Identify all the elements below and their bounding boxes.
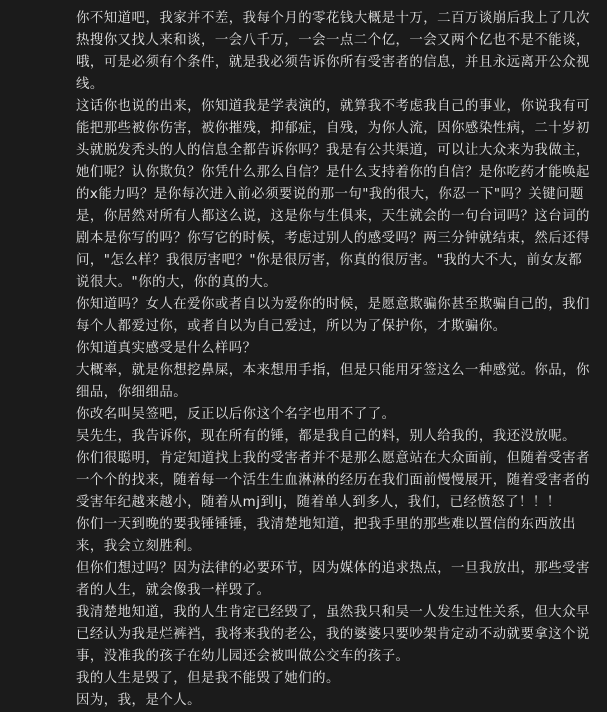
paragraph: 但你们想过吗？因为法律的必要环节，因为媒体的追求热点，一旦我放出，那些受害者的人生，就会像我一样毁了。 [76, 561, 590, 598]
paragraph: 因为，我，是个人。 [76, 693, 202, 708]
paragraph: 吴先生，我告诉你，现在所有的锤，都是我自己的料，别人给我的，我还没放呢。 [76, 429, 577, 444]
paragraph: 你们很聪明，肯定知道找上我的受害者并不是那么愿意站在大众面前，但随着受害者一个个的找来，随着每一个活生生血淋淋的经历在我们面前慢慢展开，随着受害者的受害年纪越来越小，随着从mj到lj，随着单人到多人，我们，已经愤怒了！！！ [76, 451, 590, 510]
paragraph: 你们一天到晚的要我锤锤锤，我清楚地知道，把我手里的那些难以置信的东西放出来，我会立刻胜利。 [76, 517, 577, 554]
paragraph: 我的人生是毁了，但是我不能毁了她们的。 [76, 671, 340, 686]
paragraph: 你知道吗？女人在爱你或者自以为爱你的时候，是愿意欺骗你甚至欺骗自己的，我们每个人都爱过你，或者自以为自己爱过，所以为了保护你，才欺骗你。 [76, 297, 590, 334]
paragraph: 你改名叫吴签吧，反正以后你这个名字也用不了了。 [76, 407, 396, 422]
paragraph: 我清楚地知道，我的人生肯定已经毁了，虽然我只和吴一人发生过性关系，但大众早已经认为我是烂裤裆，我将来我的老公，我的婆婆只要吵架肯定动不动就要拿这个说事，没准我的孩子在幼儿园还会被叫做公交车的孩子。 [76, 605, 590, 664]
paragraph: 你不知道吧，我家并不差，我每个月的零花钱大概是十万，二百万谈崩后我上了几次热搜你又找人来和谈，一会八千万，一会一点二个亿，一会又两个亿也不是不能谈，哦，可是必须有个条件，就是我必须告诉你所有受害者的信息，并且永远离开公众视线。 [76, 11, 590, 92]
paragraph: 大概率，就是你想挖鼻屎，本来想用手指，但是只能用牙签这么一种感觉。你品，你细品，你细细品。 [76, 363, 590, 400]
paragraph: 你知道真实感受是什么样吗？ [76, 341, 257, 356]
paragraph: 这话你也说的出来，你知道我是学表演的，就算我不考虑我自己的事业，你说我有可能把那些被你伤害，被你摧残，抑郁症，自残，为你人流，因你感染性病，二十岁初头就脱发秃头的人的信息全都告诉你吗？我是有公共渠道，可以让大众来为我做主，她们呢？认你欺负？你凭什么那么自信？是什么支持着你的自信？是你吃药才能唤起的x能力吗？是你每次进入前必须要说的那一句"我的很大，你忍一下"吗？关键问题是，你居然对所有人都这么说，这是你与生俱来，天生就会的一句台词吗？这台词的剧本是你写的吗？你写它的时候，考虑过别人的感受吗？两三分钟就结束，然后还得问，"怎么样？我很厉害吧？"你是很厉害，你真的很厉害。"我的大不大，前女友都说很大。"你的大，你的真的大。 [76, 99, 590, 290]
